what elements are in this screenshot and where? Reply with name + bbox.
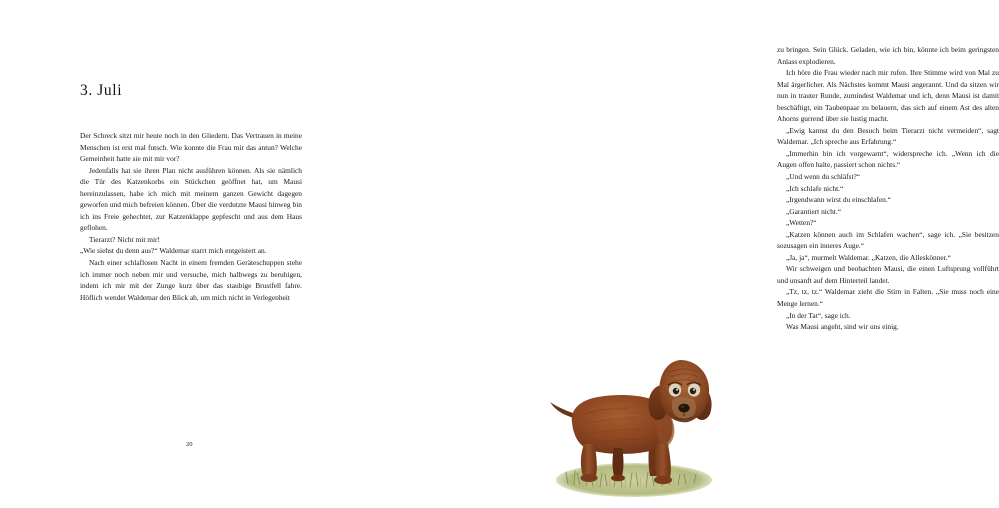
paragraph: Nach einer schlaflosen Nacht in einem fremden Geräteschuppen stehe ich immer noch neben mir und versuche, mich halbwegs zu beruhigen, indem ich mir mit der Zunge kurz über das staubige Brustfell fahre. Höflich wendet Waldemar den Blick ab, um mich nicht in Verlegenheit — [80, 258, 302, 302]
paragraph: „Ich schlafe nicht.“ — [786, 183, 844, 193]
paragraph: „Wetten?“ — [786, 218, 817, 228]
paragraph: „Und wenn du schläfst?“ — [786, 172, 861, 182]
paragraph: Was Mausi angeht, sind wir uns einig. — [786, 322, 899, 332]
paragraph: „Katzen können auch im Schlafen wachen“, sage ich. „Sie besitzen sozusagen ein inneres Auge.“ — [777, 229, 999, 251]
paragraph: „Wie siehst du denn aus?“ Waldemar starrt mich entgeistert an. — [80, 246, 267, 256]
page-left — [0, 0, 360, 508]
chapter-heading: 3. Juli — [80, 82, 123, 99]
paragraph: „In der Tat“, sage ich. — [786, 310, 851, 320]
paragraph: Tierarzt? Nicht mit mir! — [89, 234, 160, 244]
paragraph: Der Schreck sitzt mir heute noch in den Gliedern. Das Vertrauen in meine Menschen ist erst mal futsch. Wie konnte die Frau mir das antun? Welche Gemeinheit hatte sie mit mir vor? — [80, 131, 302, 164]
paragraph: „Tz, tz, tz.“ Waldemar zieht die Stirn in Falten. „Sie muss noch eine Menge lernen.“ — [777, 287, 999, 309]
paragraph: Wir schweigen und beobachten Mausi, die einen Luftsprung vollführt und unsanft auf dem Hinterteil landet. — [777, 264, 999, 285]
paragraph: „Irgendwann wirst du einschlafen.“ — [786, 195, 891, 205]
paragraph: Jedenfalls hat sie ihren Plan nicht ausführen können. Als sie nämlich die Tür des Katzenkorbs ein Stückchen geöffnet hat, um Mausi hereinzulassen, habe ich mich mit meinem ganzen Gewicht dagegen geworfen und mich befreien können. Über die verdutzte Mausi hinweg bin ich ins Freie gehechtet, zur Katzenklappe gepfescht und aus dem Haus geflohen. — [80, 165, 302, 233]
right-page-textblock — [777, 44, 999, 333]
paragraph: „Ja, ja“, murmelt Waldemar. „Katzen, die Alleskönner.“ — [786, 252, 951, 262]
page-right — [360, 0, 999, 508]
page-number: 20 — [186, 441, 193, 448]
paragraph: zu bringen. Sein Glück. Geladen, wie ich bin, könnte ich beim geringsten Anlass explodieren. — [777, 45, 999, 66]
paragraph: „Immerhin bin ich vorgewarnt“, widerspreche ich. „Wenn ich die Augen offen halte, passiert schon nichts.“ — [777, 148, 999, 170]
paragraph: „Ewig kannst du den Besuch beim Tierarzt nicht vermeiden“, sagt Waldemar. „Ich spreche aus Erfahrung.“ — [777, 125, 999, 147]
paragraph: „Garantiert nicht.“ — [786, 206, 841, 216]
left-page-textblock — [80, 130, 302, 303]
paragraph: Ich höre die Frau wieder nach mir rufen. Ihre Stimme wird von Mal zu Mal ärgerlicher. Als Nächstes kommt Mausi angerannt. Und da sitzen wir nun in trauter Runde, zumindest Waldemar und ich, denn Mausi ist damit beschäftigt, ein Taubenpaar zu belauern, das sich auf einem Ast des alten Ahorns gurrend über sie lustig macht. — [777, 68, 999, 124]
